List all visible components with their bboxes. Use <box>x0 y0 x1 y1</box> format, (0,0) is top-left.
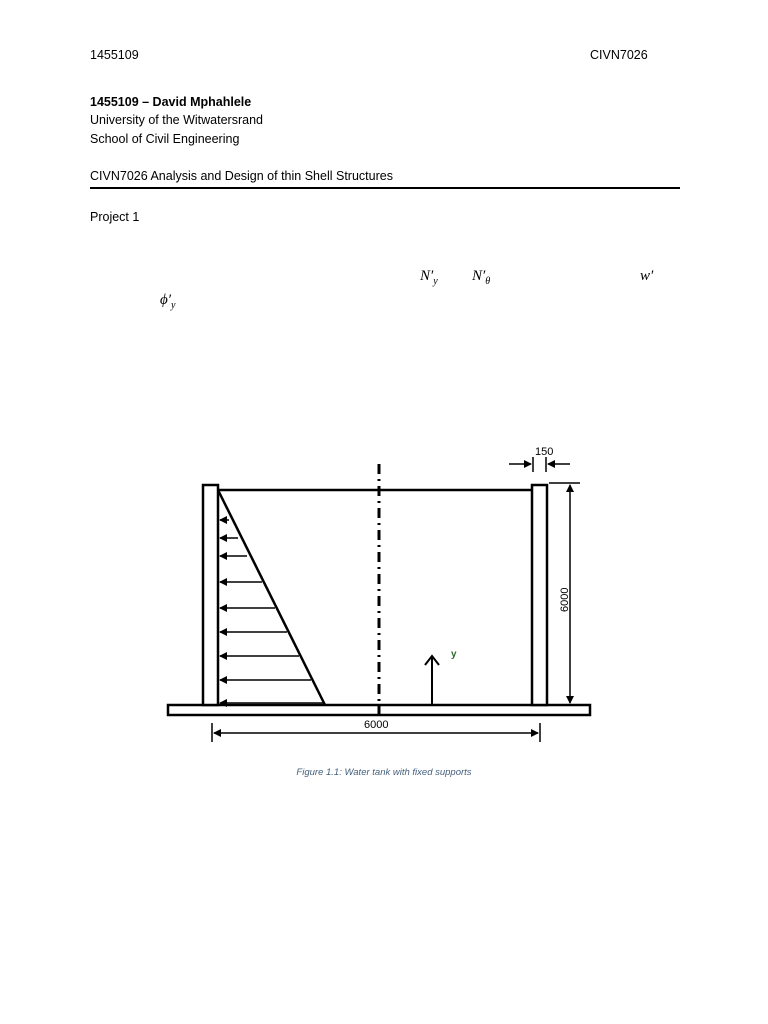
header-right: CIVN7026 <box>590 48 648 62</box>
symbol-n-y: $N'_y$ <box>420 268 438 287</box>
pressure-triangle-edge <box>218 490 325 705</box>
figure-caption: Figure 1.1: Water tank with fixed supports <box>296 767 472 778</box>
author-line: 1455109 – David Mphahlele <box>90 95 252 109</box>
height-label: 6000 <box>559 587 571 612</box>
university: University of the Witwatersrand <box>90 113 263 127</box>
school: School of Civil Engineering <box>90 132 240 146</box>
symbol-w: w′ <box>640 268 654 284</box>
left-wall <box>203 485 218 705</box>
project-label: Project 1 <box>90 210 140 224</box>
wall-thickness-dimension <box>509 457 570 472</box>
y-axis-label: y <box>451 649 457 660</box>
wall-thickness-label: 150 <box>535 446 554 458</box>
right-wall <box>532 485 547 705</box>
symbol-phi-y: $\phi'_y$ <box>160 292 176 311</box>
course-title: CIVN7026 Analysis and Design of thin Shell Structures <box>90 169 393 183</box>
symbol-n-theta: $N'_\theta$ <box>472 268 491 287</box>
width-label: 6000 <box>364 719 389 731</box>
header-left: 1455109 <box>90 48 139 62</box>
pressure-arrows <box>220 520 323 703</box>
